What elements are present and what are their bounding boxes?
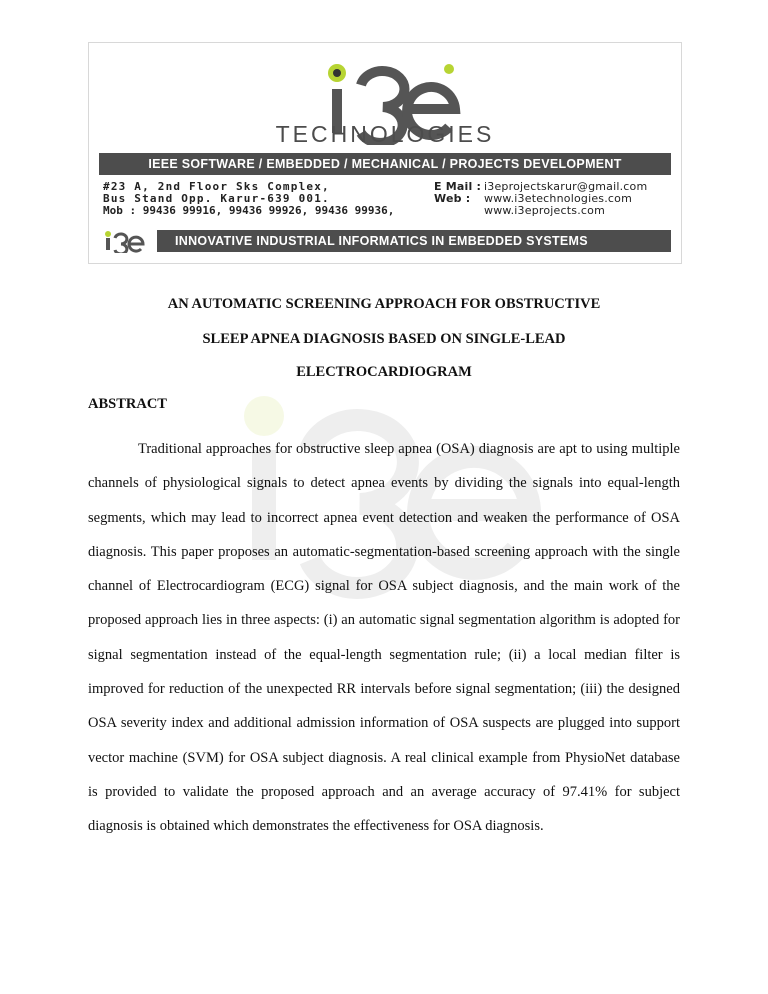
paper-title-line-3: ELECTROCARDIOGRAM (296, 364, 472, 380)
address-line-1: #23 A, 2nd Floor Sks Complex, (103, 180, 330, 193)
web-value-2: www.i3eprojects.com (484, 204, 605, 217)
brand-name: TECHNOLOGIES (275, 121, 495, 147)
paper-title-line-1: AN AUTOMATIC SCREENING APPROACH FOR OBSTRUCTIVE (167, 296, 601, 312)
i3e-mini-logo (99, 229, 155, 253)
email-label: E Mail : (434, 180, 482, 193)
web-label: Web : (434, 192, 471, 205)
email-value: i3eprojectskarur@gmail.com (484, 180, 648, 193)
abstract-body: Traditional approaches for obstructive sleep apnea (OSA) diagnosis are apt to using multiple channels of physiological signals to detect apnea events by dividing the signals into equal-length segments, which may lead to incorrect apnea event detection and weaken the performance of OSA diagnosis. This paper proposes an automatic-segmentation-based screening approach with the single channel of Electrocardiogram (ECG) signal for OSA subject diagnosis, and the main work of the proposed approach lies in three aspects: (i) an automatic signal segmentation algorithm is adopted for signal segmentation instead of the equal-length segmentation rule; (ii) a local median filter is improved for reduction of the unexpected RR intervals before signal segmentation; (iii) the designed OSA severity index and additional admission information of OSA suspects are plugged into support vector machine (SVM) for OSA subject diagnosis. A real clinical example from PhysioNet database is provided to validate the proposed approach and an average accuracy of 97.41% for subject diagnosis is obtained which demonstrates the effectiveness for OSA diagnosis. (88, 441, 680, 835)
contact-block (434, 181, 647, 217)
letterhead (88, 42, 682, 264)
address-block (103, 181, 394, 217)
footer-band: INNOVATIVE INDUSTRIAL INFORMATICS IN EMBEDDED SYSTEMS (157, 230, 671, 252)
phone-numbers: Mob : 99436 99916, 99436 99926, 99436 99936, (103, 204, 395, 217)
services-band: IEEE SOFTWARE / EMBEDDED / MECHANICAL / PROJECTS DEVELOPMENT (99, 153, 671, 175)
paper-title-line-2: SLEEP APNEA DIAGNOSIS BASED ON SINGLE-LEAD (202, 331, 566, 347)
abstract-heading: ABSTRACT (88, 396, 167, 412)
address-line-2: Bus Stand Opp. Karur-639 001. (103, 192, 330, 205)
web-value-1: www.i3etechnologies.com (484, 192, 633, 205)
